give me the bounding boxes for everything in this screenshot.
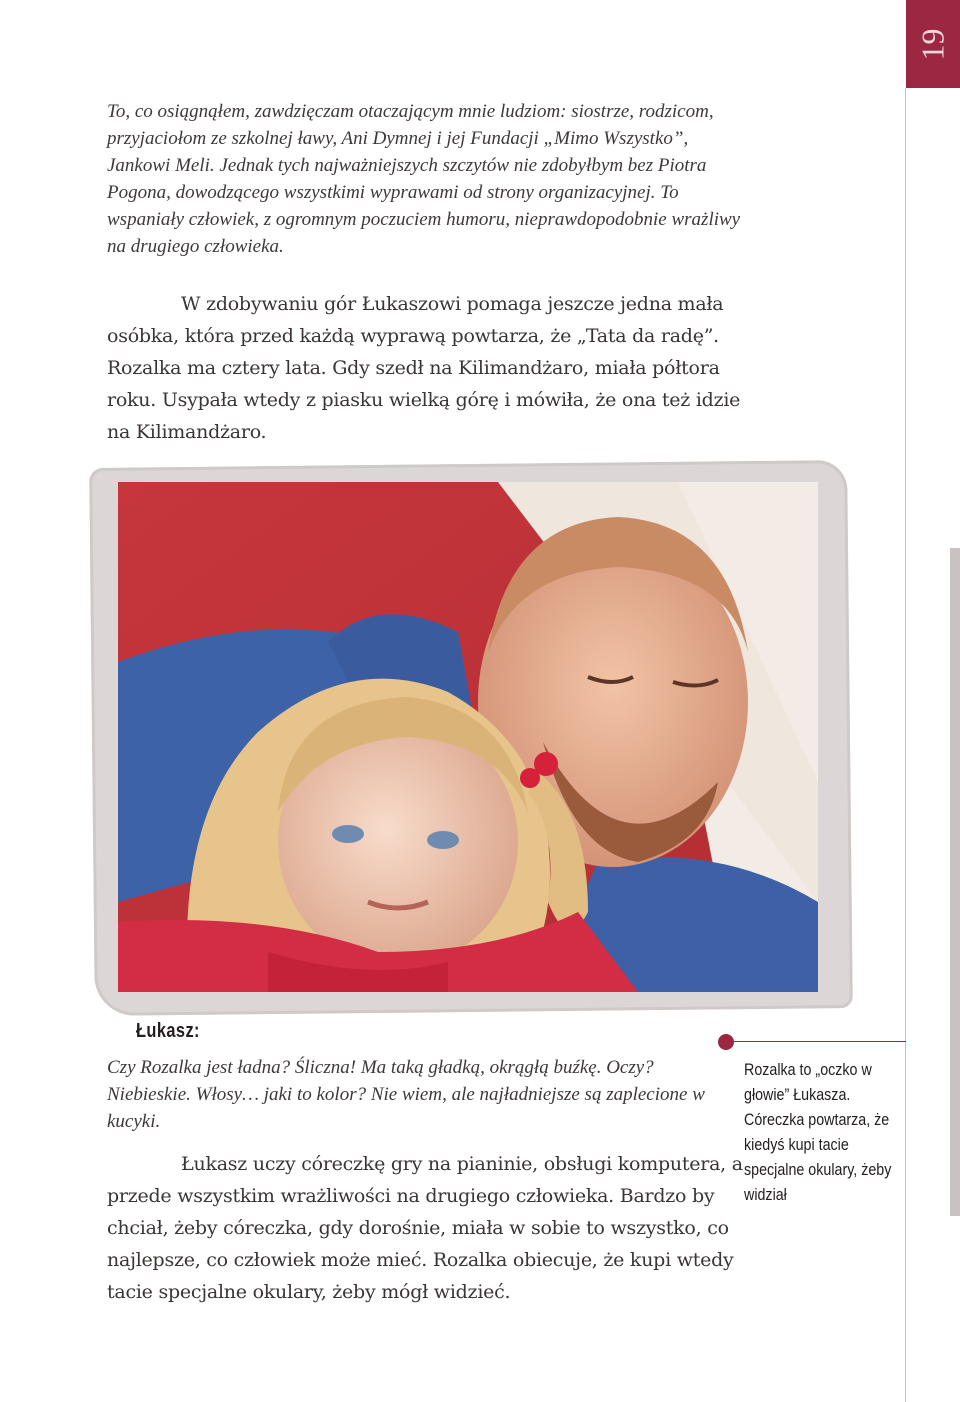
body-paragraph-2-text: Łukasz uczy córeczkę gry na pianinie, obsługi komputera, a przede wszystkim wrażliwości na drugiego człowieka. Bardzo by chciał, żeby córeczka, gdy dorośnie, miała w sobie to wszystko, co najlepsze, co człowiek może mieć. Rozalka obiecuje, że kupi wtedy tacie specjalne okulary, żeby mógł widzieć. bbox=[107, 1153, 743, 1303]
photo-illustration bbox=[118, 482, 818, 992]
page-number: 19 bbox=[914, 28, 951, 60]
body-paragraph-1-text: W zdobywaniu gór Łukaszowi pomaga jeszcze jedna mała osóbka, która przed każdą wyprawą powtarza, że „Tata da radę”. Rozalka ma cztery lata. Gdy szedł na Kilimandżaro, miała półtora roku. Usypała wtedy z piasku wielką górę i mówiła, że ona też idzie na Kilimandżaro. bbox=[107, 293, 741, 443]
page-number-tab bbox=[906, 0, 960, 88]
margin-bar bbox=[950, 548, 960, 1216]
side-caption: Rozalka to „oczko w głowie” Łukasza. Córeczka powtarza, że kiedyś kupi tacie specjalne okulary, żeby widział bbox=[744, 1060, 892, 1204]
caption-rule bbox=[726, 1041, 906, 1042]
intro-quote: To, co osiągnąłem, zawdzięczam otaczającym mnie ludziom: siostrze, rodzicom, przyjaciołom ze szkolnej ławy, Ani Dymnej i jej Fundacji „Mimo Wszystko”, Jankowi Meli. Jednak tych najważniejszych szczytów nie zdobyłbym bez Piotra Pogona, dowodzącego wszystkimi wyprawami od strony organizacyjnej. To wspaniały człowiek, z ogromnym poczuciem humoru, nieprawdopodobnie wrażliwy na drugiego człowieka. bbox=[107, 101, 741, 257]
dialog-quote: Czy Rozalka jest ładna? Śliczna! Ma taką gładką, okrągłą buźkę. Oczy? Niebieskie. Włosy… jaki to kolor? Nie wiem, ale najładniejsze są zaplecione w kucyki. bbox=[107, 1057, 705, 1132]
caption-bullet bbox=[718, 1034, 734, 1050]
body-paragraph-1 bbox=[107, 288, 747, 448]
margin-divider bbox=[905, 88, 906, 1402]
body-paragraph-2 bbox=[107, 1148, 747, 1308]
photo-father-and-daughter bbox=[118, 482, 818, 992]
speaker-label: Łukasz: bbox=[136, 1020, 200, 1042]
